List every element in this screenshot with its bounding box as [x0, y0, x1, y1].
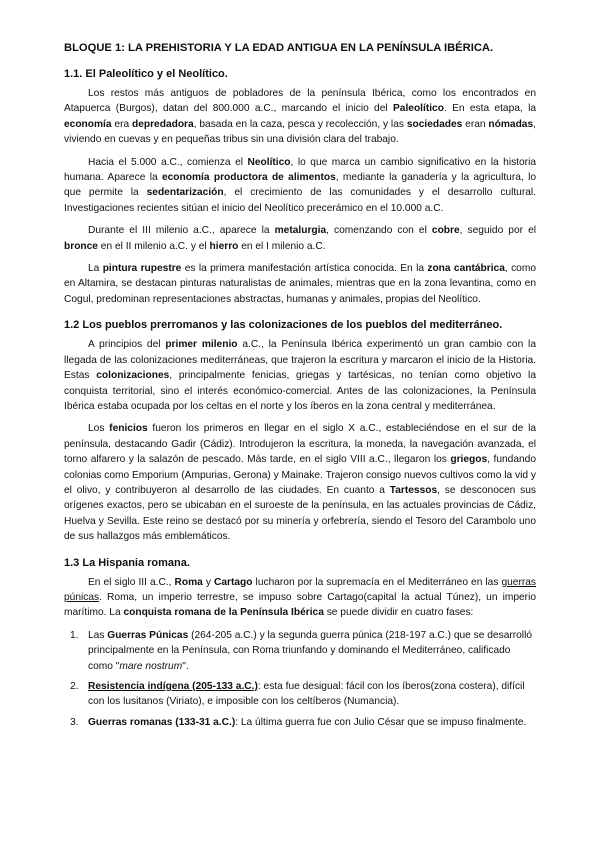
list-item [64, 715, 536, 730]
paragraph-hispania-romana: En el siglo III a.C., Roma y Cartago lucharon por la supremacía en el Mediterráneo en las guerras púnicas. Roma, un imperio terrestre, se impuso sobre Cartago(capital la actual Túnez), un imperio marítimo. La conquista romana de la Península Ibérica se puede dividir en cuatro fases: [64, 576, 537, 619]
list-item [64, 628, 536, 674]
paragraph-colonizaciones: A principios del primer milenio a.C., la Península Ibérica experimentó un gran cambio con la llegada de las colonizaciones mediterráneas, que trajeron la escritura y marcaron el inicio de la Historia. Estas colonizaciones, principalmente fenicias, griegas y tartésicas, no tenían como objetivo la conquista territorial, sino el interés económico-comercial. Antes de las colonizaciones, la Península Ibérica estaba ocupada por los celtas en el norte y los íberos en la zona central y mediterránea. [64, 339, 536, 412]
conquest-phases-list [64, 628, 536, 730]
list-item-number: 1. [70, 629, 79, 641]
paragraph-metalurgia: Durante el III milenio a.C., aparece la metalurgia, comenzando con el cobre, seguido por el bronce en el II milenio a.C. y el hierro en el I milenio a.C. [64, 225, 537, 252]
document-page [64, 42, 536, 735]
paragraph-neolitico: Hacia el 5.000 a.C., comienza el Neolítico, lo que marca un cambio significativo en la historia humana. Aparece la economía productora de alimentos, mediante la ganadería y la agricultura, lo que permite la sedentarización, el crecimiento de las comunidades y el desarrollo cultural. Investigaciones recientes sitúan el inicio del Neolítico precerámico en el 10.000 a.C. [64, 156, 537, 214]
document-title: BLOQUE 1: LA PREHISTORIA Y LA EDAD ANTIGUA EN LA PENÍNSULA IBÉRICA. [64, 42, 494, 54]
section-heading-1-2: 1.2 Los pueblos prerromanos y las colonizaciones de los pueblos del mediterráneo. [64, 319, 503, 332]
list-item-text: Resistencia indígena (205-133 a.C.): esta fue desigual: fácil con los íberos(zona costera), difícil con los lusitanos (Viriato), e imposible con los celtíberos (Numancia). [88, 681, 525, 708]
list-item-number: 3. [70, 716, 79, 728]
section-heading-1-1: 1.1. El Paleolítico y el Neolítico. [64, 68, 228, 80]
section-heading-1-3: 1.3 La Hispania romana. [64, 556, 190, 569]
paragraph-pintura-rupestre: La pintura rupestre es la primera manifestación artística conocida. En la zona cantábrica, como en Altamira, se destacan pinturas naturalistas de animales, mientras que en la zona levantina, como en Cogul, predominan representaciones abstractas, humanas y animales, propias del Neolítico. [64, 263, 536, 305]
list-item [64, 679, 536, 710]
paragraph-fenicios-griegos: Los fenicios fueron los primeros en llegar en el siglo X a.C., estableciéndose en el sur de la península, destacando Gadir (Cádiz). Introdujeron la escritura, la moneda, la navegación avanzada, el torno alfarero y la salazón de pescado. Más tarde, en el siglo VIII a.C., llegaron los griegos, fundando colonias como Emporium (Ampurias, Gerona) y Mainake. Trajeron consigo nuevos cultivos como la vid y el olivo, y contribuyeron al desarrollo de las ciudades. En cuanto a Tartessos, se desconocen sus orígenes exactos, pero se ubicaban en el suroeste de la península, en las actuales provincias de Cádiz, Huelva y Sevilla. Este reino se destacó por su minería y orfebrería, siendo el Tesoro del Carambolo uno de sus hallazgos más emblemáticos. [64, 423, 536, 543]
list-item-text: Guerras romanas (133-31 a.C.): La última guerra fue con Julio César que se impuso finalmente. [88, 716, 527, 728]
list-item-text: Las Guerras Púnicas (264-205 a.C.) y la segunda guerra púnica (218-197 a.C.) que se desarrolló principalmente en la Península, con Roma triunfando y dominando el Mediterráneo, calificado como "mare nostrum". [88, 629, 532, 672]
paragraph-paleolitico: Los restos más antiguos de pobladores de la península Ibérica, como los encontrados en Atapuerca (Burgos), datan del 800.000 a.C., marcando el inicio del Paleolítico. En esta etapa, la economía era depredadora, basada en la caza, pesca y recolección, y las sociedades eran nómadas, viviendo en cuevas y en pequeñas tribus sin una división clara del trabajo. [64, 88, 537, 146]
list-item-number: 2. [70, 681, 79, 692]
